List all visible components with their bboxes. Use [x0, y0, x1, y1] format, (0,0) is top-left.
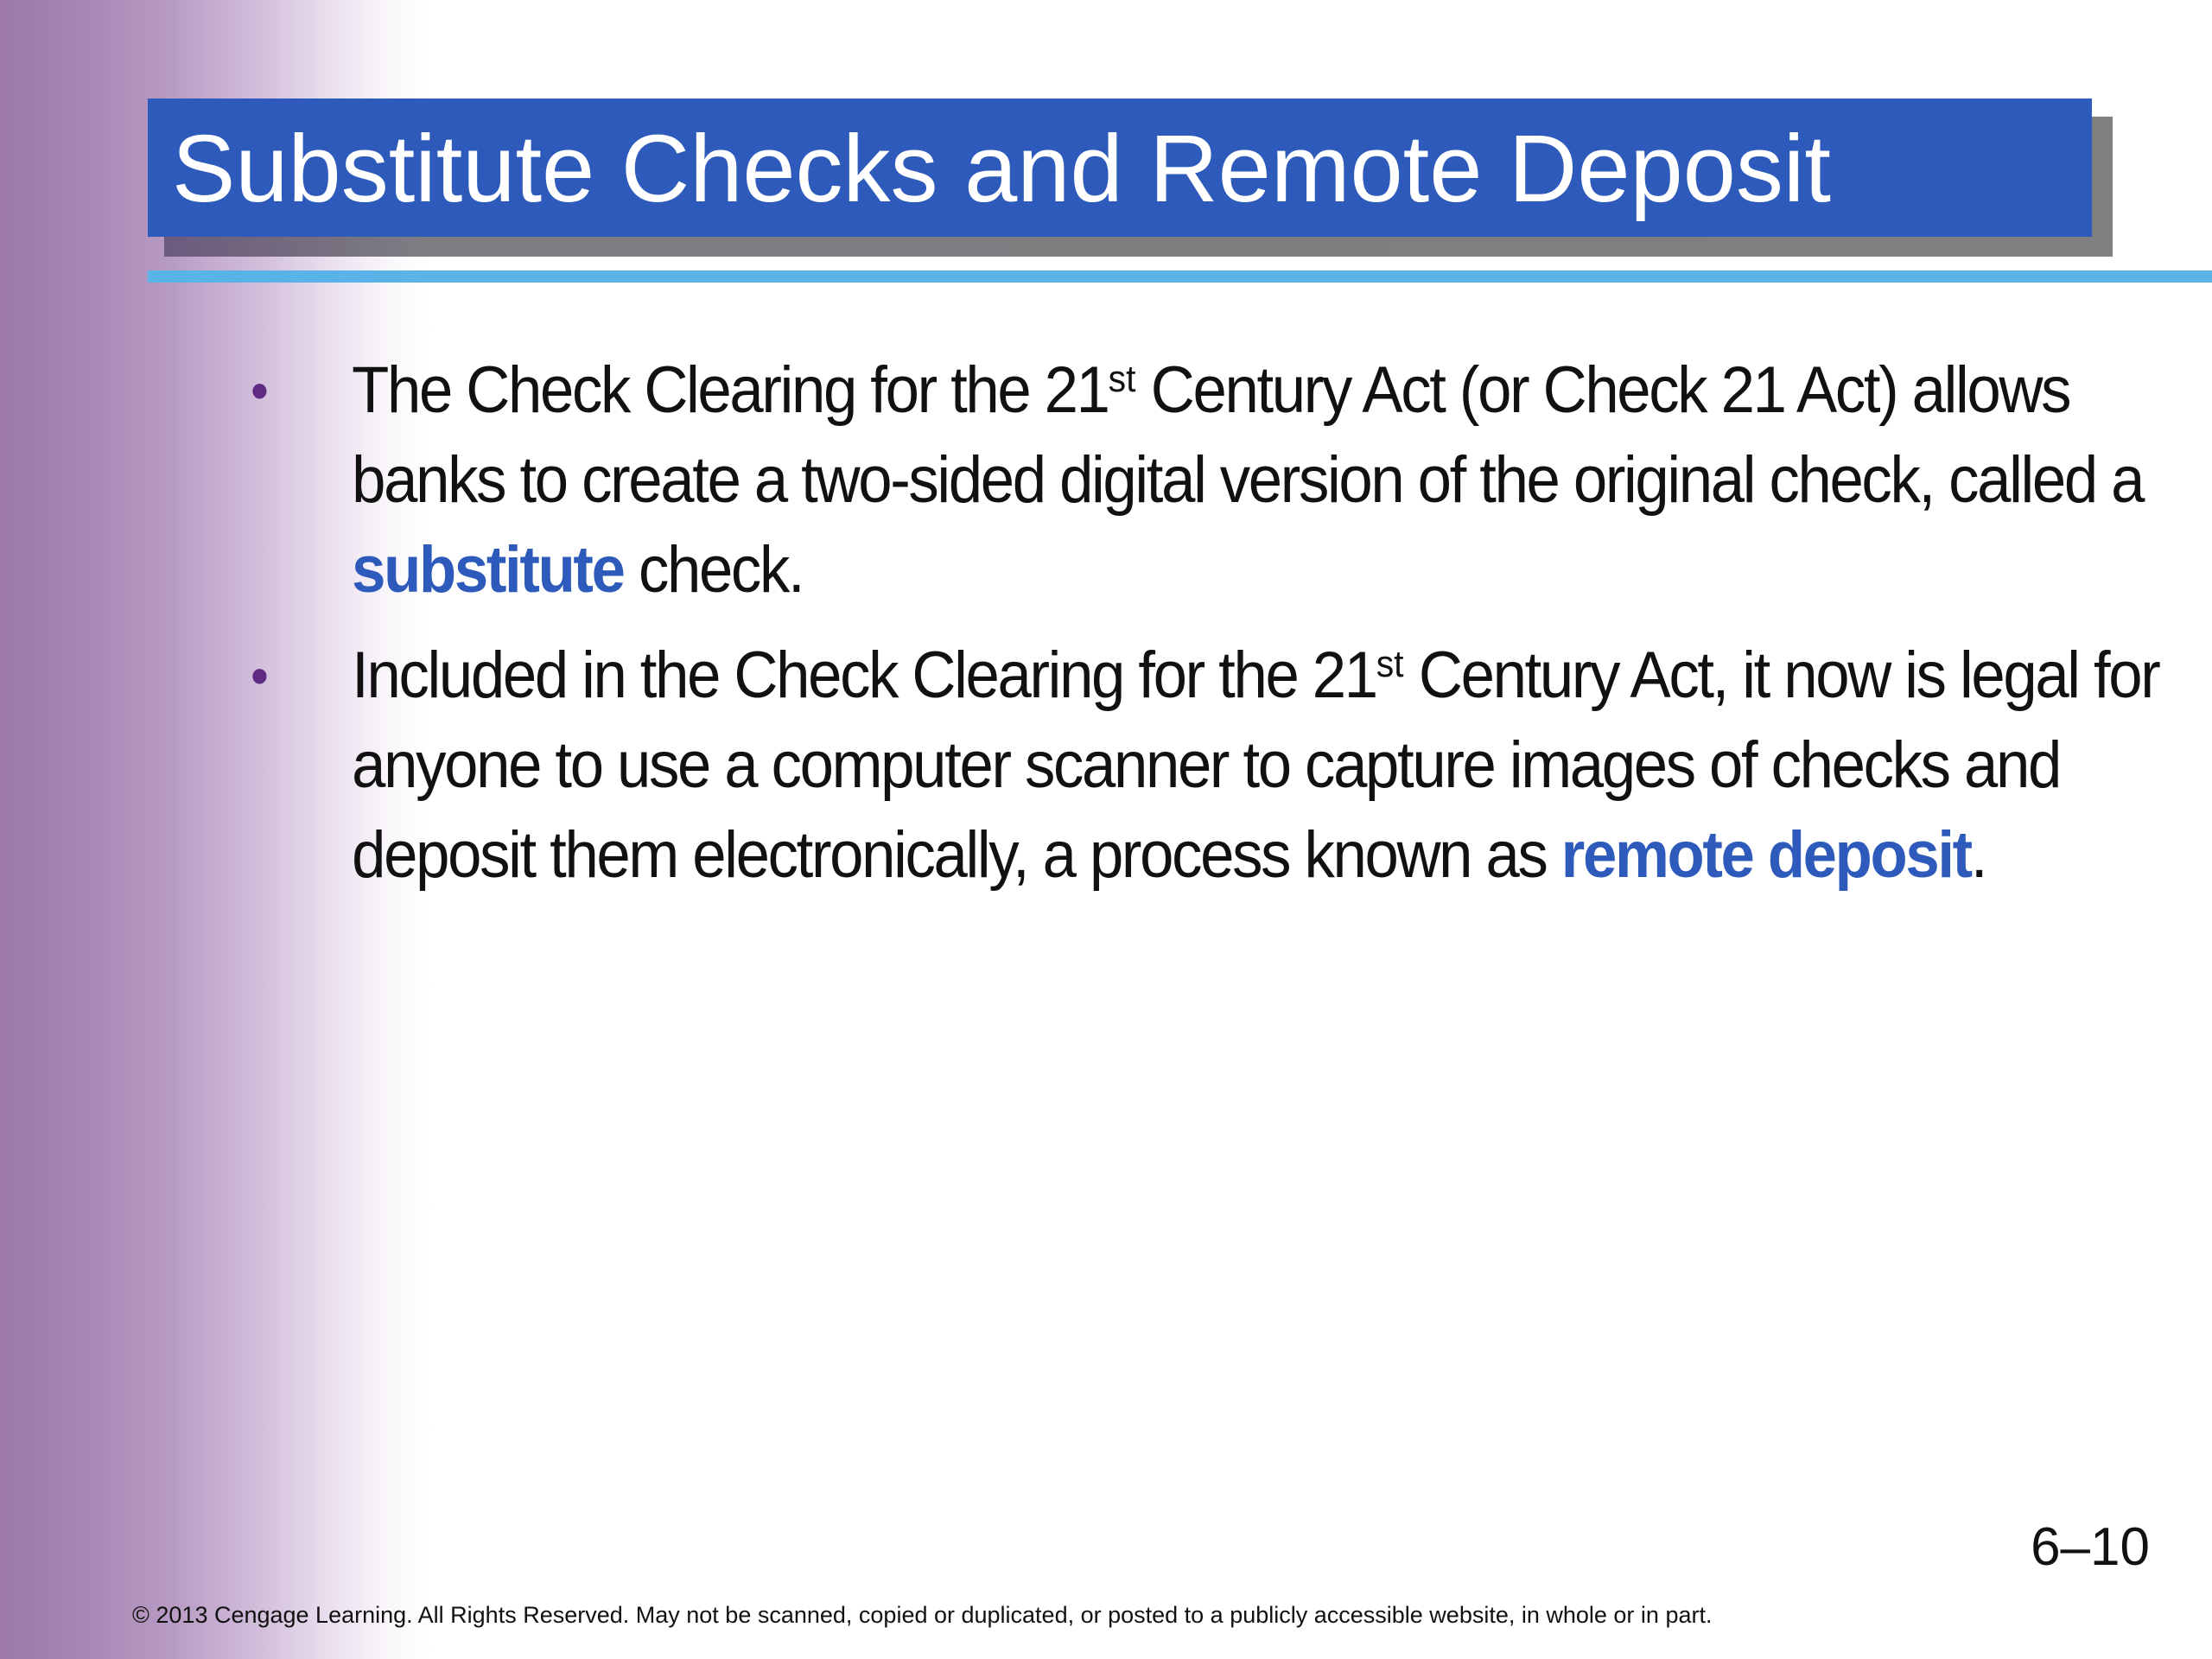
key-term-substitute: substitute: [352, 533, 624, 607]
bullet-marker: •: [251, 645, 267, 707]
bullet-text: [352, 346, 2200, 615]
bullet-item-1: [251, 346, 2200, 615]
bullet-list: [251, 346, 2159, 916]
bullet-text-part: Included in the Check Clearing for the 21: [352, 639, 1376, 712]
key-term-remote-deposit: remote deposit: [1560, 818, 1971, 892]
superscript-ordinal: st: [1108, 357, 1136, 400]
bullet-text-part: .: [1970, 818, 1986, 892]
slide-number: 6–10: [2031, 1517, 2150, 1577]
title-bar: [148, 99, 2092, 237]
copyright-notice: © 2013 Cengage Learning. All Rights Reserved. May not be scanned, copied or duplicated, or posted to a publicly accessible website, in whole or in part.: [132, 1602, 1713, 1628]
bullet-text-part: check.: [623, 533, 804, 607]
bullet-text: [352, 631, 2200, 900]
bullet-text-part: Century Act, it now is legal for anyone to use a computer scanner to capture images of checks and deposit them electronically, a process known as: [352, 639, 2159, 892]
bullet-marker: •: [251, 359, 267, 422]
bullet-text-part: Century Act (or Check 21 Act) allows banks to create a two-sided digital version of the original check, called a: [352, 353, 2144, 517]
title-underline-rule: [148, 270, 2212, 283]
slide-title: Substitute Checks and Remote Deposit: [172, 116, 1831, 222]
superscript-ordinal: st: [1376, 642, 1404, 685]
bullet-text-part: The Check Clearing for the 21: [352, 353, 1109, 427]
bullet-item-2: [251, 631, 2200, 900]
